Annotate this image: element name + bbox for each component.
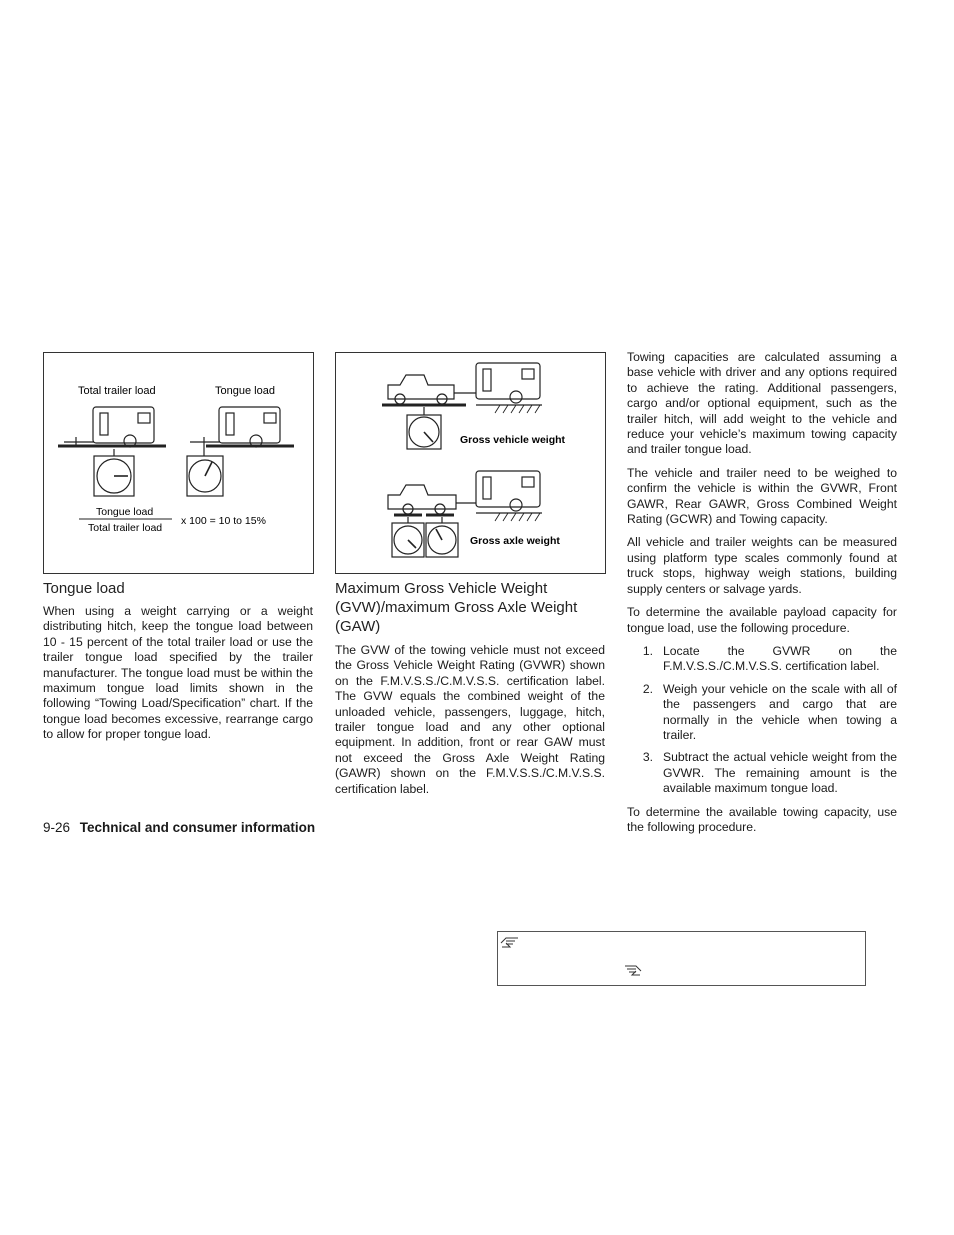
- list-item: [627, 750, 897, 796]
- payload-steps-list: [627, 644, 897, 797]
- trailer-bottom-icon: [476, 471, 542, 521]
- step-text: Locate the GVWR on the F.M.V.S.S./C.M.V.S.S. certification label.: [663, 643, 897, 674]
- gross-weight-heading: Maximum Gross Vehicle Weight (GVW)/maximum Gross Axle Weight (GAW): [335, 580, 578, 635]
- weigh-paragraph: The vehicle and trailer need to be weighed to confirm the vehicle is within the GVWR, Front GAWR, Rear GAWR, Gross Combined Weight Rating (GCWR) and Towing capacity.: [627, 465, 897, 527]
- truck-top-icon: [382, 375, 476, 405]
- step-text: Subtract the actual vehicle weight from the GVWR. The remaining amount is the available maximum tongue load.: [663, 750, 897, 796]
- pointing-hand-back-icon: [625, 966, 641, 975]
- truck-bottom-icon: [388, 485, 476, 515]
- towing-procedure-paragraph: To determine the available towing capacity, use the following procedure.: [627, 804, 897, 834]
- column-3-text: [627, 350, 897, 843]
- tongue-load-heading: Tongue load: [43, 580, 125, 597]
- gross-weight-diagram: [336, 353, 605, 573]
- total-trailer-load-label: Total trailer load: [78, 385, 156, 397]
- tongue-load-paragraph: When using a weight carrying or a weight distributing hitch, keep the tongue load between 10 - 15 percent of the total trailer load or use the trailer tongue load specified by the trailer manufacturer. The tongue load must be within the maximum tongue load limits shown in the following “Towing Load/Specification” chart. If the tongue load becomes excessive, rearrange cargo to allow for proper tongue load.: [43, 604, 313, 742]
- step-number: 1.: [642, 643, 653, 658]
- scale-rear-axle-icon: [426, 517, 458, 557]
- trailer-top-icon: [476, 363, 542, 413]
- step-number: 2.: [642, 681, 653, 696]
- scale-front-axle-icon: [392, 517, 424, 557]
- payload-procedure-paragraph: To determine the available payload capacity for tongue load, use the following procedure.: [627, 605, 897, 635]
- fraction-multiplier: x 100 = 10 to 15%: [181, 515, 266, 527]
- tongue-load-figure: [43, 352, 314, 574]
- list-item: [627, 682, 897, 744]
- section-title: Technical and consumer information: [79, 820, 316, 835]
- list-item: [627, 644, 897, 675]
- fraction-numerator: Tongue load: [96, 506, 154, 518]
- fraction-denominator: Total trailer load: [88, 522, 163, 534]
- column-1-text: [43, 604, 313, 751]
- step-text: Weigh your vehicle on the scale with all of the passengers and cargo that are normally in the vehicle when towing a trailer.: [663, 681, 897, 742]
- trailer-left-icon: [58, 407, 166, 447]
- tongue-load-label: Tongue load: [215, 385, 275, 397]
- tongue-load-diagram: [44, 353, 313, 573]
- page-footer: [43, 820, 315, 835]
- gross-weight-figure: [335, 352, 606, 574]
- scale-left-icon: [94, 449, 134, 496]
- gross-vehicle-weight-label: Gross vehicle weight: [460, 434, 566, 446]
- note-box-icons: [498, 932, 865, 985]
- scale-top-icon: [407, 407, 441, 449]
- page-number: 9-26: [43, 820, 71, 835]
- step-number: 3.: [642, 750, 653, 765]
- towing-capacity-paragraph: Towing capacities are calculated assuming a base vehicle with driver and any options required to achieve the rating. Additional passengers, cargo and/or optional equipment, such as the trailer hitch, will add weight to the vehicle and reduce your vehicle’s maximum towing capacity and trailer tongue load.: [627, 350, 897, 457]
- gross-weight-paragraph: The GVW of the towing vehicle must not exceed the Gross Vehicle Weight Rating (GVWR) shown on the F.M.V.S.S./C.M.V.S.S. certification label. The GVW equals the combined weight of the unloaded vehicle, passengers, luggage, hitch, trailer tongue load and any other optional equipment. In addition, front or rear GAW must not exceed the Gross Axle Weight Rating (GAWR) shown on the F.M.V.S.S./C.M.V.S.S. certification label.: [335, 643, 605, 796]
- pointing-hand-icon: [501, 938, 518, 947]
- scale-right-icon: [187, 451, 223, 496]
- gross-axle-weight-label: Gross axle weight: [470, 535, 560, 547]
- column-2-text: [335, 643, 605, 805]
- note-box: [497, 931, 866, 986]
- scales-paragraph: All vehicle and trailer weights can be measured using platform type scales commonly found at truck stops, highway weigh stations, building supply centers or salvage yards.: [627, 535, 897, 596]
- trailer-right-icon: [190, 407, 294, 451]
